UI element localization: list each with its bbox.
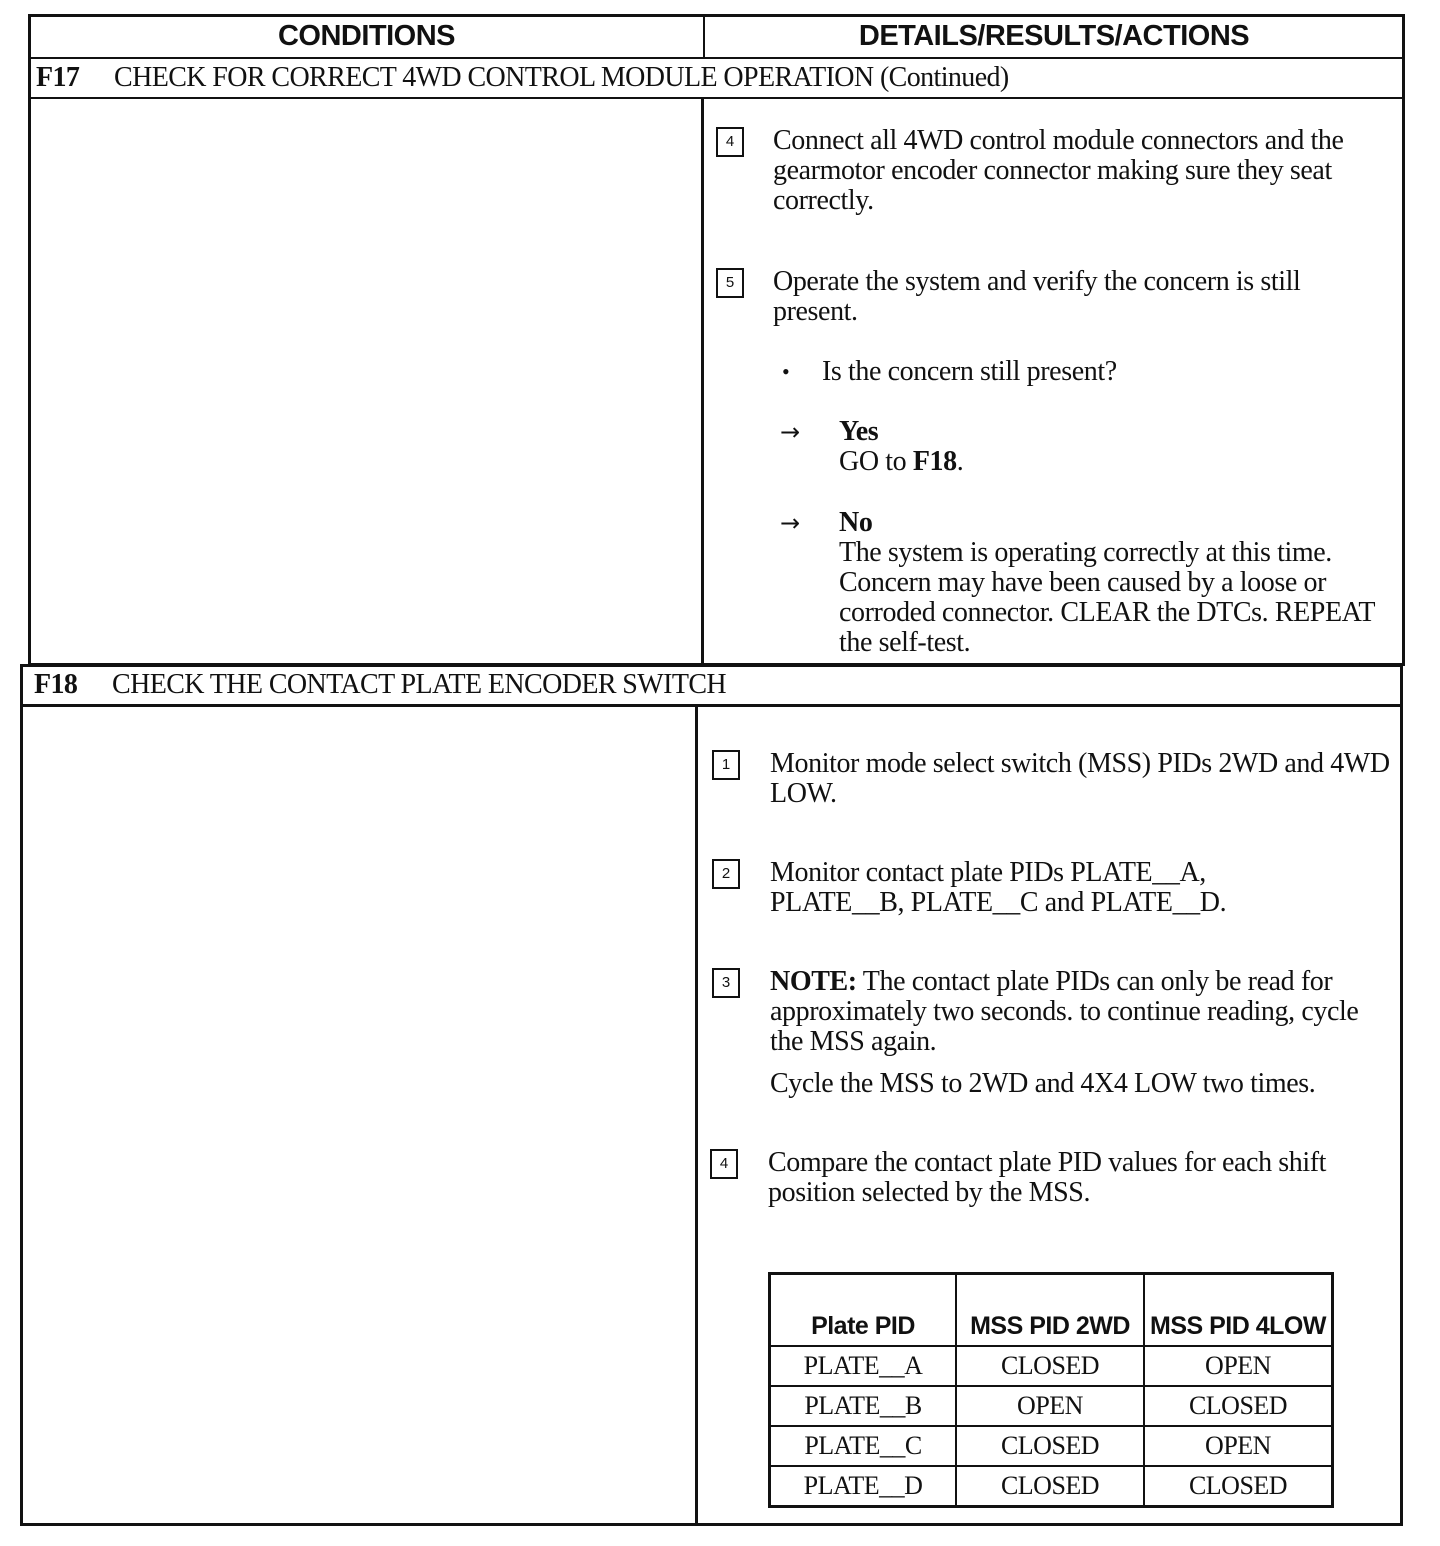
- f18-step-4-number: 4: [710, 1149, 738, 1179]
- f17-answer-yes-text: GO to F18.: [839, 446, 964, 477]
- contact-plate-pid-table: [768, 1272, 1334, 1508]
- conditions-header: CONDITIONS: [277, 20, 456, 52]
- note-text: The contact plate PIDs can only be read for approximately two seconds. to continue reading, cycle the MSS again.: [770, 966, 1359, 1057]
- f18-section-title: [34, 665, 726, 705]
- f17-title: CHECK FOR CORRECT 4WD CONTROL MODULE OPERATION (Continued): [114, 62, 1009, 93]
- f18-step-2-text: Monitor contact plate PIDs PLATE__A, PLATE__B, PLATE__C and PLATE__D.: [770, 857, 1227, 918]
- f18-step-3-text: Cycle the MSS to 2WD and 4X4 LOW two times.: [770, 1068, 1316, 1099]
- f17-question: Is the concern still present?: [822, 356, 1117, 387]
- table-cell: CLOSED: [1144, 1466, 1333, 1507]
- table-cell: OPEN: [1144, 1346, 1333, 1386]
- note-label: NOTE:: [770, 966, 857, 997]
- f17-step-5-text: Operate the system and verify the concern is still present.: [773, 266, 1301, 327]
- table-row: [770, 1386, 1333, 1426]
- table-cell: CLOSED: [956, 1466, 1144, 1507]
- table-header-row: [770, 1274, 1333, 1347]
- table-row: [770, 1346, 1333, 1386]
- f17-answer-no-text: The system is operating correctly at this time. Concern may have been caused by a loose or corroded connector. CLEAR the DTCs. REPEAT the self-test.: [839, 537, 1375, 658]
- f18-column-divider: [695, 706, 698, 1524]
- header-plate-pid: Plate PID: [770, 1274, 957, 1347]
- f17-answer-yes-label: Yes: [839, 416, 879, 447]
- table-cell: PLATE__D: [770, 1466, 957, 1507]
- f17-step-4-number: 4: [716, 127, 744, 157]
- bullet-icon: •: [782, 359, 790, 384]
- f18-step-1-text: Monitor mode select switch (MSS) PIDs 2WD and 4WD LOW.: [770, 748, 1390, 809]
- header-mss-pid-2wd: MSS PID 2WD: [956, 1274, 1144, 1347]
- f17-answer-no: [839, 508, 1395, 658]
- f18-step-2-number: 2: [712, 859, 740, 889]
- table-cell: OPEN: [1144, 1426, 1333, 1466]
- f17-answer-no-label: No: [839, 507, 873, 538]
- f18-code: F18: [34, 669, 78, 700]
- table-row: [770, 1466, 1333, 1507]
- table-cell: OPEN: [956, 1386, 1144, 1426]
- f18-step-3-note: [770, 967, 1370, 1057]
- f17-code: F17: [36, 62, 80, 93]
- arrow-right-icon: →: [780, 418, 801, 446]
- f18-title: CHECK THE CONTACT PLATE ENCODER SWITCH: [112, 669, 727, 700]
- f18-step-3-number: 3: [712, 968, 740, 998]
- arrow-right-icon: →: [780, 509, 801, 537]
- table-row: [770, 1426, 1333, 1466]
- f17-column-divider: [701, 98, 704, 664]
- table-cell: PLATE__C: [770, 1426, 957, 1466]
- header-mss-pid-4low: MSS PID 4LOW: [1144, 1274, 1333, 1347]
- f17-step-5-number: 5: [716, 268, 744, 298]
- f17-answer-yes: [839, 417, 1379, 477]
- f18-step-4-text: Compare the contact plate PID values for each shift position selected by the MSS.: [768, 1147, 1327, 1208]
- details-header: DETAILS/RESULTS/ACTIONS: [858, 20, 1250, 52]
- table-cell: PLATE__A: [770, 1346, 957, 1386]
- f18-step-1-number: 1: [712, 750, 740, 780]
- table-cell: PLATE__B: [770, 1386, 957, 1426]
- table-cell: CLOSED: [1144, 1386, 1333, 1426]
- f17-step-4-text: Connect all 4WD control module connectors and the gearmotor encoder connector making sure they seat correctly.: [773, 125, 1344, 216]
- table-cell: CLOSED: [956, 1426, 1144, 1466]
- table-cell: CLOSED: [956, 1346, 1144, 1386]
- f17-section-title: [36, 58, 1009, 98]
